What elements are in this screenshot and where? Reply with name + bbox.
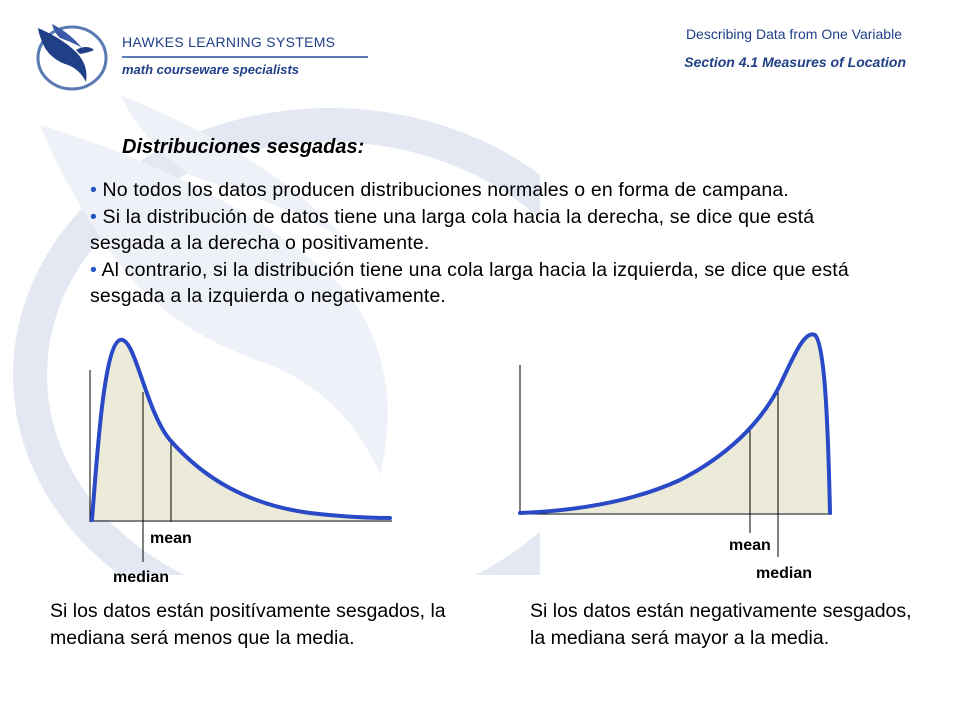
chapter-title: Describing Data from One Variable bbox=[685, 26, 902, 42]
right-skewed-diagram bbox=[80, 330, 400, 590]
left-skewed-diagram bbox=[510, 325, 840, 585]
caption-left: Si los datos están positívamente sesgados, la mediana será menos que la media. bbox=[50, 600, 446, 649]
slide-title: Distribuciones sesgadas: bbox=[122, 136, 365, 158]
bullet-item: • No todos los datos producen distribuciones normales o en forma de campana. bbox=[90, 177, 870, 204]
eagle-icon bbox=[30, 20, 110, 94]
brand-divider bbox=[122, 56, 368, 58]
section-title: Section 4.1 Measures of Location bbox=[684, 54, 906, 70]
curve-fill bbox=[520, 334, 830, 513]
bullet-item: • Al contrario, si la distribución tiene una cola larga hacia la izquierda, se dice que está sesgada a la izquierda o negativamente. bbox=[90, 257, 870, 310]
caption-right: Si los datos están negativamente sesgados, la mediana será mayor a la media. bbox=[530, 600, 912, 649]
mean-label: mean bbox=[729, 537, 771, 554]
brand-name: HAWKES LEARNING SYSTEMS bbox=[122, 34, 336, 50]
median-label: median bbox=[113, 569, 170, 586]
median-label: median bbox=[756, 565, 813, 582]
bullet-list bbox=[90, 177, 870, 310]
mean-label: mean bbox=[150, 530, 192, 547]
bullet-item: • Si la distribución de datos tiene una larga cola hacia la derecha, se dice que está sesgada a la derecha o positivamente. bbox=[90, 204, 870, 257]
brand-tagline: math courseware specialists bbox=[122, 62, 300, 77]
